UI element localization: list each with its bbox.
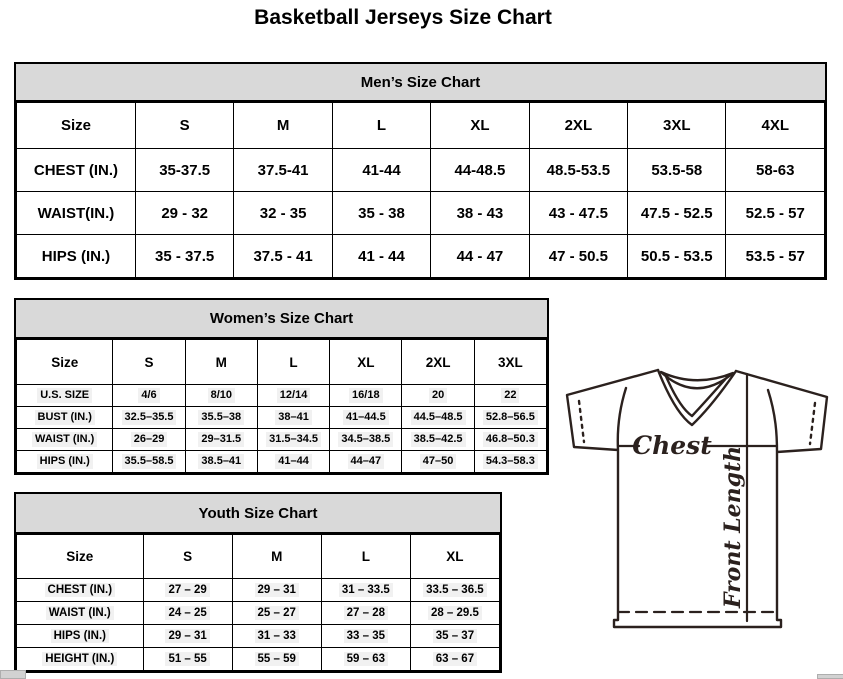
table-row — [17, 407, 547, 429]
size-value-cell: 29 - 32 — [135, 192, 233, 235]
size-value-cell: 24 – 25 — [143, 602, 232, 625]
size-column-header: S — [143, 535, 232, 579]
womens-size-table — [16, 339, 547, 473]
size-value-cell: 43 - 47.5 — [529, 192, 627, 235]
size-value-cell: 53.5-58 — [628, 149, 726, 192]
size-value-cell: 47.5 - 52.5 — [628, 192, 726, 235]
table-row — [17, 625, 500, 648]
size-value-cell: 20 — [402, 385, 474, 407]
size-value-cell: 28 – 29.5 — [410, 602, 499, 625]
size-value-cell: 32 - 35 — [234, 192, 332, 235]
size-value-cell: 31.5–34.5 — [257, 429, 329, 451]
table-row — [17, 602, 500, 625]
size-value-cell: 37.5-41 — [234, 149, 332, 192]
size-column-header: 2XL — [402, 340, 474, 385]
size-header-row — [17, 535, 500, 579]
size-value-cell: 44 - 47 — [431, 235, 529, 278]
size-value-cell: 8/10 — [185, 385, 257, 407]
row-label-cell: WAIST (IN.) — [17, 602, 144, 625]
scrollbar-corner-right[interactable] — [817, 674, 843, 679]
jersey-outline — [567, 370, 827, 627]
size-value-cell: 35.5–38 — [185, 407, 257, 429]
size-value-cell: 26–29 — [113, 429, 185, 451]
size-column-header: XL — [431, 103, 529, 149]
size-column-header: S — [135, 103, 233, 149]
row-label-cell: HIPS (IN.) — [17, 235, 136, 278]
size-value-cell: 38.5–42.5 — [402, 429, 474, 451]
row-label-cell: WAIST(IN.) — [17, 192, 136, 235]
size-value-cell: 4/6 — [113, 385, 185, 407]
size-column-header: S — [113, 340, 185, 385]
youth-chart-header: Youth Size Chart — [16, 494, 500, 534]
size-value-cell: 31 – 33.5 — [321, 579, 410, 602]
page-title: Basketball Jerseys Size Chart — [254, 6, 552, 29]
size-header-row — [17, 103, 825, 149]
table-row — [17, 235, 825, 278]
size-column-header: 2XL — [529, 103, 627, 149]
right-sleeve-stitch-line — [810, 403, 815, 444]
size-value-cell: 37.5 - 41 — [234, 235, 332, 278]
size-value-cell: 25 – 27 — [232, 602, 321, 625]
size-value-cell: 44-48.5 — [431, 149, 529, 192]
size-value-cell: 50.5 - 53.5 — [628, 235, 726, 278]
size-value-cell: 46.8–50.3 — [474, 429, 546, 451]
table-row — [17, 385, 547, 407]
row-label-cell: U.S. SIZE — [17, 385, 113, 407]
size-value-cell: 29–31.5 — [185, 429, 257, 451]
size-column-header: 3XL — [474, 340, 546, 385]
size-column-header: M — [234, 103, 332, 149]
size-column-header: Size — [17, 535, 144, 579]
size-value-cell: 35 – 37 — [410, 625, 499, 648]
size-value-cell: 35 - 38 — [332, 192, 430, 235]
size-value-cell: 41–44.5 — [330, 407, 402, 429]
size-column-header: L — [332, 103, 430, 149]
mens-size-chart — [14, 62, 827, 280]
size-value-cell: 47–50 — [402, 451, 474, 473]
scrollbar-corner-left[interactable] — [0, 670, 26, 679]
size-value-cell: 35.5–58.5 — [113, 451, 185, 473]
size-value-cell: 27 – 28 — [321, 602, 410, 625]
size-value-cell: 52.5 - 57 — [726, 192, 825, 235]
size-column-header: 4XL — [726, 103, 825, 149]
size-value-cell: 55 – 59 — [232, 648, 321, 671]
size-column-header: XL — [330, 340, 402, 385]
table-row — [17, 579, 500, 602]
size-value-cell: 35-37.5 — [135, 149, 233, 192]
front-length-label: Front Length — [720, 445, 746, 609]
size-value-cell: 54.3–58.3 — [474, 451, 546, 473]
size-value-cell: 52.8–56.5 — [474, 407, 546, 429]
chest-label: Chest — [632, 431, 712, 460]
row-label-cell: CHEST (IN.) — [17, 149, 136, 192]
size-value-cell: 22 — [474, 385, 546, 407]
size-value-cell: 47 - 50.5 — [529, 235, 627, 278]
size-value-cell: 38 - 43 — [431, 192, 529, 235]
size-value-cell: 38.5–41 — [185, 451, 257, 473]
mens-size-table — [16, 102, 825, 278]
size-column-header: M — [232, 535, 321, 579]
mens-chart-header: Men’s Size Chart — [16, 64, 825, 102]
row-label-cell: CHEST (IN.) — [17, 579, 144, 602]
size-value-cell: 34.5–38.5 — [330, 429, 402, 451]
size-value-cell: 41 - 44 — [332, 235, 430, 278]
row-label-cell: HIPS (IN.) — [17, 451, 113, 473]
row-label-cell: HIPS (IN.) — [17, 625, 144, 648]
size-column-header: Size — [17, 340, 113, 385]
size-value-cell: 33 – 35 — [321, 625, 410, 648]
size-value-cell: 44.5–48.5 — [402, 407, 474, 429]
table-row — [17, 192, 825, 235]
size-value-cell: 29 – 31 — [232, 579, 321, 602]
row-label-cell: BUST (IN.) — [17, 407, 113, 429]
youth-size-chart — [14, 492, 502, 673]
womens-size-chart — [14, 298, 549, 475]
size-value-cell: 31 – 33 — [232, 625, 321, 648]
size-value-cell: 16/18 — [330, 385, 402, 407]
size-value-cell: 27 – 29 — [143, 579, 232, 602]
size-column-header: XL — [410, 535, 499, 579]
size-column-header: M — [185, 340, 257, 385]
size-column-header: Size — [17, 103, 136, 149]
size-column-header: L — [321, 535, 410, 579]
size-value-cell: 32.5–35.5 — [113, 407, 185, 429]
table-row — [17, 429, 547, 451]
row-label-cell: HEIGHT (IN.) — [17, 648, 144, 671]
left-sleeve-stitch-line — [579, 401, 584, 442]
jersey-measurement-diagram — [555, 355, 843, 640]
size-value-cell: 29 – 31 — [143, 625, 232, 648]
size-header-row — [17, 340, 547, 385]
size-column-header: 3XL — [628, 103, 726, 149]
table-row — [17, 451, 547, 473]
size-value-cell: 41-44 — [332, 149, 430, 192]
size-column-header: L — [257, 340, 329, 385]
row-label-cell: WAIST (IN.) — [17, 429, 113, 451]
table-row — [17, 648, 500, 671]
size-value-cell: 38–41 — [257, 407, 329, 429]
size-value-cell: 33.5 – 36.5 — [410, 579, 499, 602]
size-value-cell: 48.5-53.5 — [529, 149, 627, 192]
size-value-cell: 63 – 67 — [410, 648, 499, 671]
collar-outline — [658, 370, 736, 425]
size-value-cell: 51 – 55 — [143, 648, 232, 671]
table-row — [17, 149, 825, 192]
size-value-cell: 12/14 — [257, 385, 329, 407]
womens-chart-header: Women’s Size Chart — [16, 300, 547, 339]
size-value-cell: 44–47 — [330, 451, 402, 473]
size-value-cell: 35 - 37.5 — [135, 235, 233, 278]
size-value-cell: 59 – 63 — [321, 648, 410, 671]
youth-size-table — [16, 534, 500, 671]
size-value-cell: 58-63 — [726, 149, 825, 192]
size-value-cell: 53.5 - 57 — [726, 235, 825, 278]
size-value-cell: 41–44 — [257, 451, 329, 473]
